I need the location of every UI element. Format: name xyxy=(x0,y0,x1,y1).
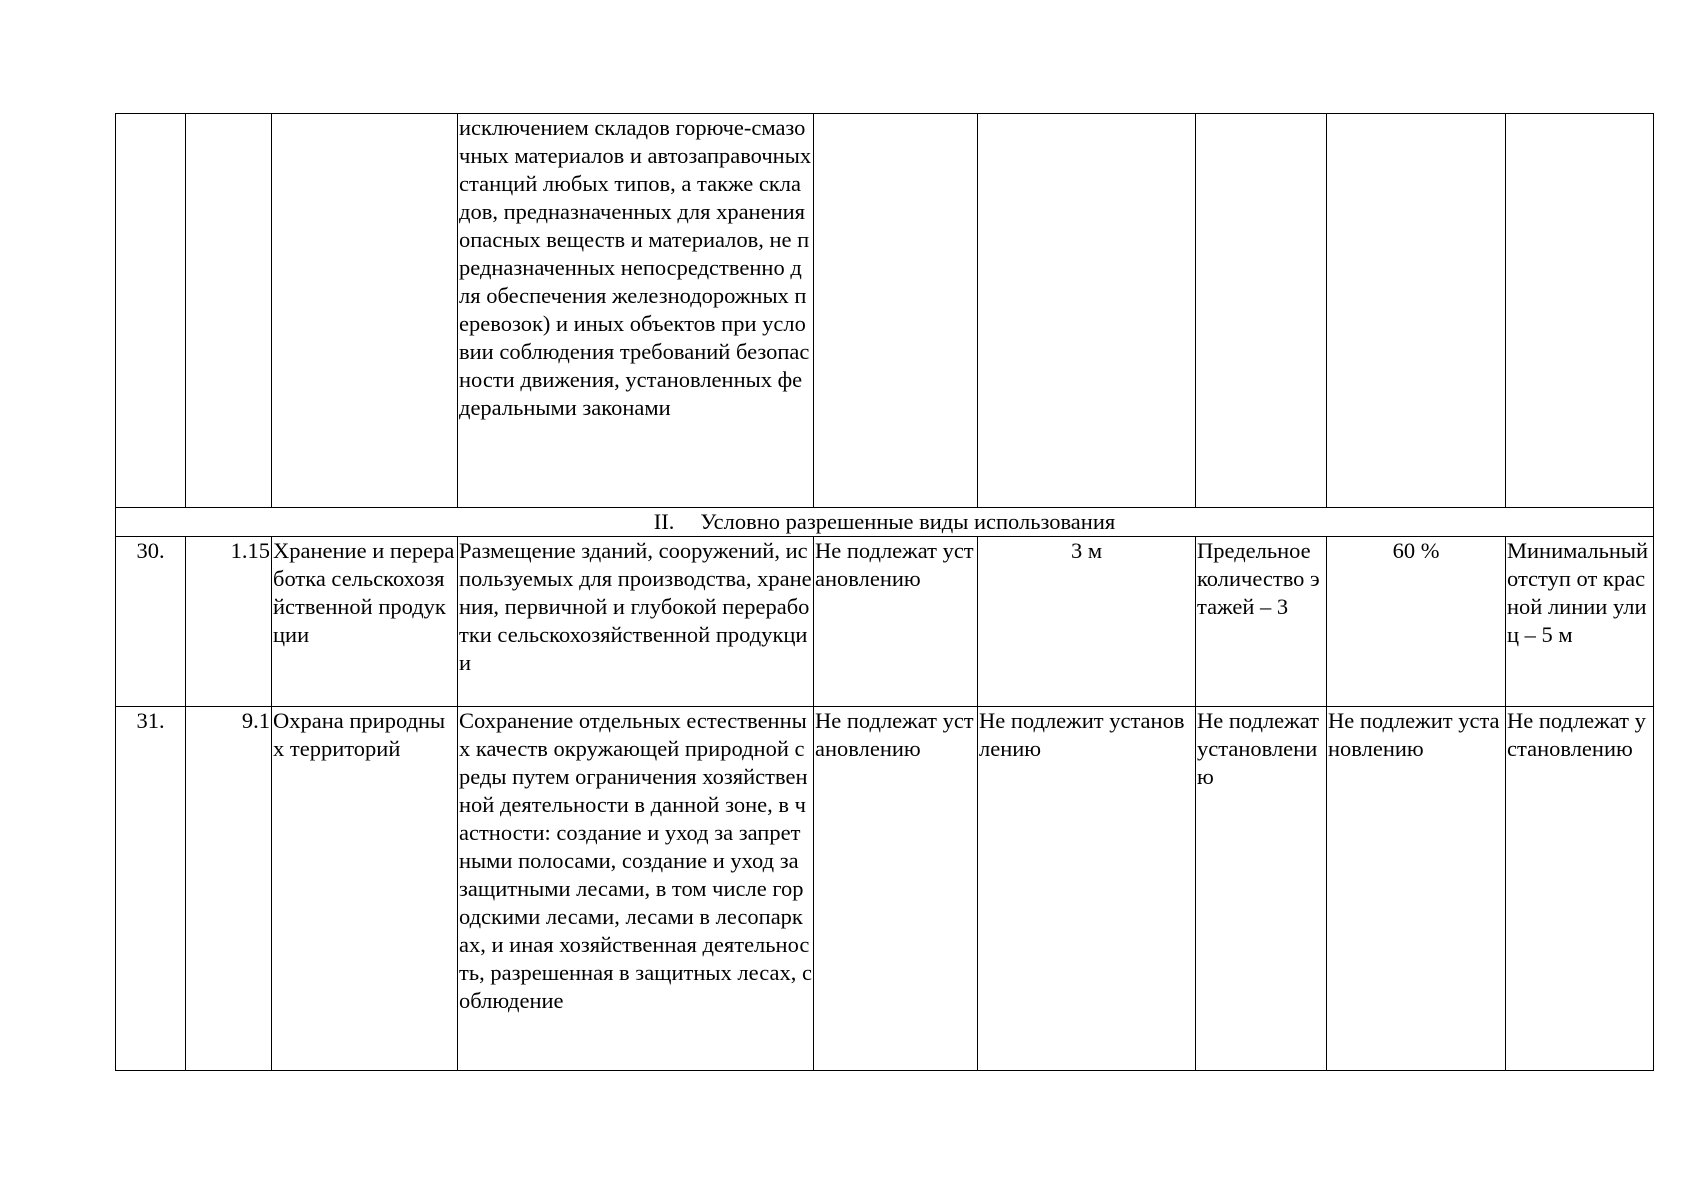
cell-floors: Не подлежат установлению xyxy=(1196,707,1327,1071)
cell-indent: 3 м xyxy=(978,537,1196,707)
cell-floors xyxy=(1196,114,1327,508)
cell-code: 9.1 xyxy=(186,707,272,1071)
table-row xyxy=(116,537,1654,707)
table-row-continuation xyxy=(116,114,1654,508)
cell-indent xyxy=(978,114,1196,508)
cell-description: Сохранение отдельных естественных качеств окружающей природной среды путем ограничения хозяйственной деятельности в данной зоне, в частности: создание и уход за запретными полосами, создание и уход за защитными лесами, в том числе городскими лесами, лесами в лесопарках, и иная хозяйственная деятельность, разрешенная в защитных лесах, соблюдение xyxy=(458,707,814,1071)
section-header xyxy=(116,508,1654,537)
cell-num xyxy=(116,114,186,508)
cell-area xyxy=(814,114,978,508)
cell-coverage: Не подлежит установлению xyxy=(1327,707,1506,1071)
cell-num: 30. xyxy=(116,537,186,707)
cell-area: Не подлежат установлению xyxy=(814,537,978,707)
cell-code: 1.15 xyxy=(186,537,272,707)
section-header-row xyxy=(116,508,1654,537)
cell-coverage xyxy=(1327,114,1506,508)
cell-description: Размещение зданий, сооружений, используемых для производства, хранения, первичной и глубокой переработки сельскохозяйственной продукции xyxy=(458,537,814,707)
cell-name: Хранение и переработка сельскохозяйственной продукции xyxy=(272,537,458,707)
cell-other xyxy=(1506,114,1654,508)
section-number: II. xyxy=(653,509,675,534)
cell-code xyxy=(186,114,272,508)
table-row xyxy=(116,707,1654,1071)
cell-description: исключением складов горюче-смазочных материалов и автозаправочных станций любых типов, а также складов, предназначенных для хранения опасных веществ и материалов, не предназначенных непосредственно для обеспечения железнодорожных перевозок) и иных объектов при условии соблюдения требований безопасности движения, установленных федеральными законами xyxy=(458,114,814,508)
cell-name xyxy=(272,114,458,508)
cell-other: Не подлежат установлению xyxy=(1506,707,1654,1071)
section-title: Условно разрешенные виды использования xyxy=(700,509,1116,534)
cell-indent: Не подлежит установлению xyxy=(978,707,1196,1071)
cell-num: 31. xyxy=(116,707,186,1071)
cell-name: Охрана природных территорий xyxy=(272,707,458,1071)
land-use-table xyxy=(115,113,1654,1071)
cell-floors: Предельное количество этажей – 3 xyxy=(1196,537,1327,707)
cell-coverage: 60 % xyxy=(1327,537,1506,707)
cell-area: Не подлежат установлению xyxy=(814,707,978,1071)
cell-other: Минимальный отступ от красной линии улиц – 5 м xyxy=(1506,537,1654,707)
